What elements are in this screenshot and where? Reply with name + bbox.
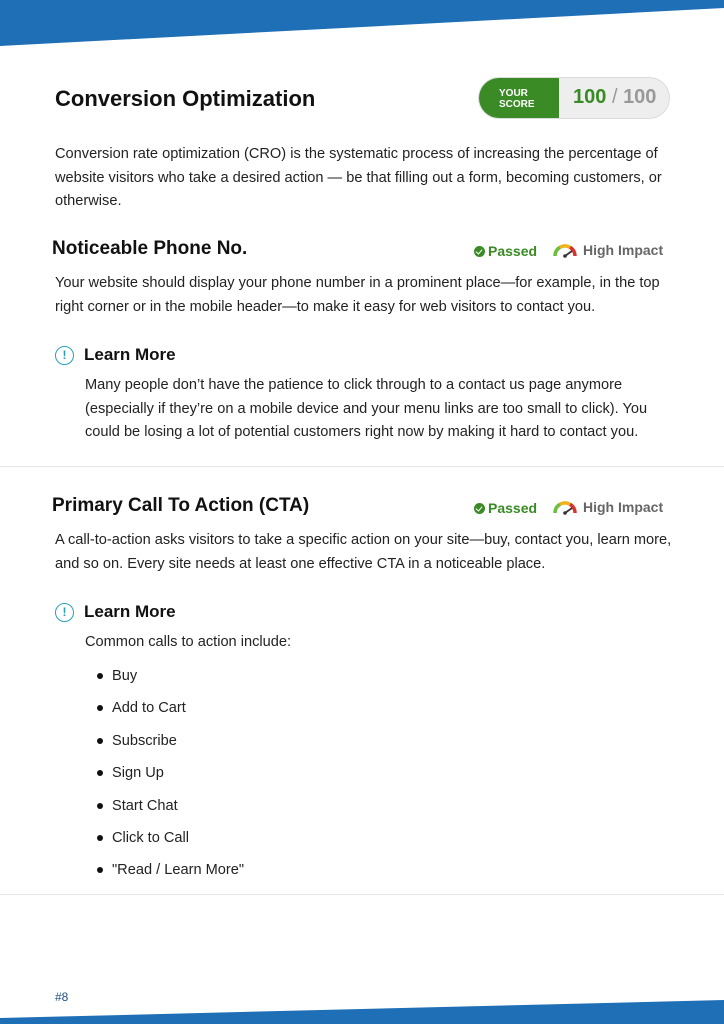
check-title-cta: Primary Call To Action (CTA) (52, 495, 310, 516)
learn-more-text-cta: Common calls to action include: (85, 634, 292, 650)
status-label: Passed (488, 243, 538, 259)
status-badge-cta (474, 500, 537, 516)
list-item: Add to Cart (112, 696, 244, 728)
check-description-phone: Your website should display your phone number in a prominent place—for example, in the top right corner or in the mobile header—to make it easy for web visitors to contact you. (55, 275, 660, 315)
learn-more-cta (55, 602, 176, 622)
learn-more-label: Learn More (84, 602, 176, 621)
impact-badge-phone (553, 242, 663, 258)
footer-band (0, 974, 724, 1024)
learn-more-phone (55, 345, 176, 365)
bullet-icon (97, 867, 103, 873)
check-circle-icon (474, 503, 485, 514)
bullet-icon (97, 835, 103, 841)
bullet-icon (97, 803, 103, 809)
learn-more-label: Learn More (84, 345, 176, 364)
check-title-phone: Noticeable Phone No. (52, 238, 248, 259)
bullet-icon (97, 673, 103, 679)
section-divider (0, 466, 724, 467)
list-item: Buy (112, 664, 244, 696)
page-title: Conversion Optimization (55, 86, 316, 111)
learn-more-text-phone: Many people don’t have the patience to click through to a contact us page anymore (especially if they’re on a mobile device and your menu links are too small to click). You could be losing a lot of potential customers right now by making it hard to contact you. (85, 377, 648, 440)
info-icon: ! (55, 603, 74, 622)
list-item: Sign Up (112, 761, 244, 793)
bullet-icon (97, 770, 103, 776)
impact-label: High Impact (583, 242, 664, 258)
gauge-icon (553, 499, 577, 515)
header-band (0, 0, 724, 50)
status-badge-phone (474, 243, 537, 259)
bullet-icon (97, 738, 103, 744)
bullet-icon (97, 705, 103, 711)
score-badge (478, 77, 670, 119)
list-item: "Read / Learn More" (112, 858, 244, 890)
score-label: YOUR SCORE (479, 78, 559, 119)
status-label: Passed (488, 500, 538, 516)
check-description-cta: A call-to-action asks visitors to take a specific action on your site—buy, contact you, learn more, and so on. Every site needs at least one effective CTA in a noticeable place. (55, 532, 672, 572)
cta-list (112, 664, 244, 891)
list-item: Subscribe (112, 729, 244, 761)
list-item: Click to Call (112, 826, 244, 858)
impact-label: High Impact (583, 499, 664, 515)
list-item: Start Chat (112, 794, 244, 826)
section-intro: Conversion rate optimization (CRO) is the systematic process of increasing the percentage of website visitors who take a desired action — be that filling out a form, becoming customers, or otherwise. (55, 146, 662, 209)
info-icon: ! (55, 346, 74, 365)
gauge-icon (553, 242, 577, 258)
check-circle-icon (474, 246, 485, 257)
impact-badge-cta (553, 499, 663, 515)
score-value: 100 / 100 (573, 86, 657, 108)
page-number: #8 (55, 990, 69, 1004)
section-divider (0, 894, 724, 895)
